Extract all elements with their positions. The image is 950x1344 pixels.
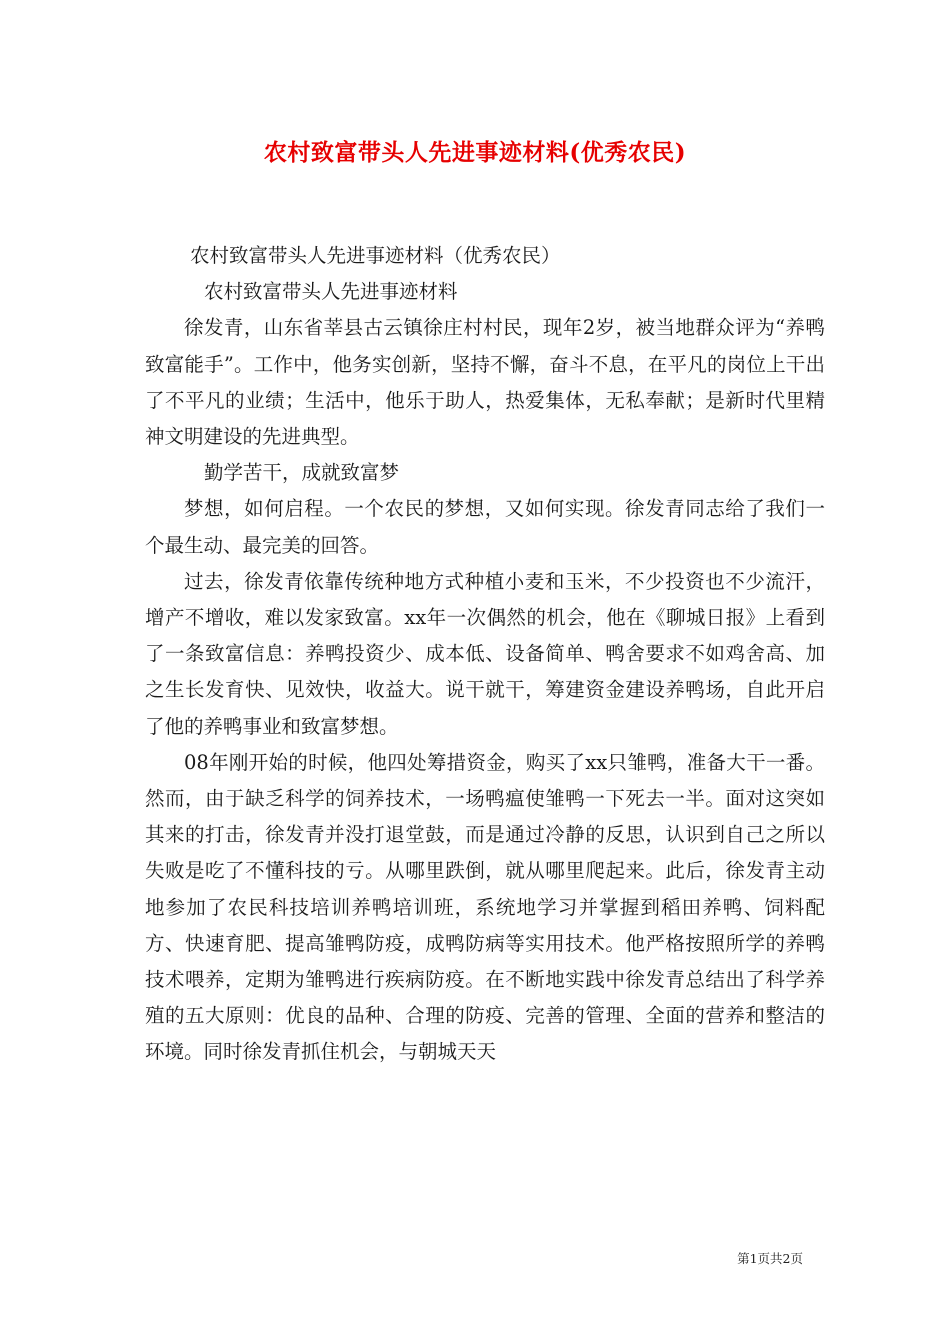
section-heading: 勤学苦干，成就致富梦 bbox=[204, 461, 400, 485]
page-number: 第1页共2页 bbox=[737, 1251, 803, 1266]
paragraph-heading: 农村致富带头人先进事迹材料（优秀农民） bbox=[190, 244, 561, 267]
paragraph-past: 过去，徐发青依靠传统种地方式种植小麦和玉米，不少投资也不少流汗，增产不增收，难以发家致富。xx年一次偶然的机会，他在《聊城日报》上看到了一条致富信息：养鸭投资少、成本低、设备简单、鸭舍要求不如鸡舍高、加之生长发育快、见效快，收益大。说干就干，筹建资金建设养鸭场，自此开启了他的养鸭事业和致富梦想。 bbox=[145, 569, 825, 738]
paragraph-dream: 梦想，如何启程。一个农民的梦想，又如何实现。徐发青同志给了我们一个最生动、最完美的回答。 bbox=[145, 497, 825, 557]
paragraph-intro: 徐发青，山东省莘县古云镇徐庄村村民，现年2岁，被当地群众评为“养鸭致富能手”。工作中，他务实创新，坚持不懈，奋斗不息，在平凡的岗位上干出了不平凡的业绩；生活中，他乐于助人，热爱集体，无私奉献；是新时代里精神文明建设的先进典型。 bbox=[145, 316, 825, 449]
document-title: 农村致富带头人先进事迹材料(优秀农民) bbox=[263, 139, 687, 166]
document-body bbox=[145, 238, 825, 1071]
paragraph-subtitle: 农村致富带头人先进事迹材料 bbox=[204, 280, 458, 304]
paragraph-2008: 08年刚开始的时候，他四处筹措资金，购买了xx只雏鸭，准备大干一番。然而，由于缺乏科学的饲养技术，一场鸭瘟使雏鸭一下死去一半。面对这突如其来的打击，徐发青并没打退堂鼓，而是通过冷静的反思，认识到自己之所以失败是吃了不懂科技的亏。从哪里跌倒，就从哪里爬起来。此后，徐发青主动地参加了农民科技培训养鸭培训班，系统地学习并掌握到稻田养鸭、饲料配方、快速育肥、提高雏鸭防疫，成鸭防病等实用技术。他严格按照所学的养鸭技术喂养，定期为雏鸭进行疾病防疫。在不断地实践中徐发青总结出了科学养殖的五大原则：优良的品种、合理的防疫、完善的管理、全面的营养和整洁的环境。同时徐发青抓住机会，与朝城天天 bbox=[145, 750, 825, 1064]
